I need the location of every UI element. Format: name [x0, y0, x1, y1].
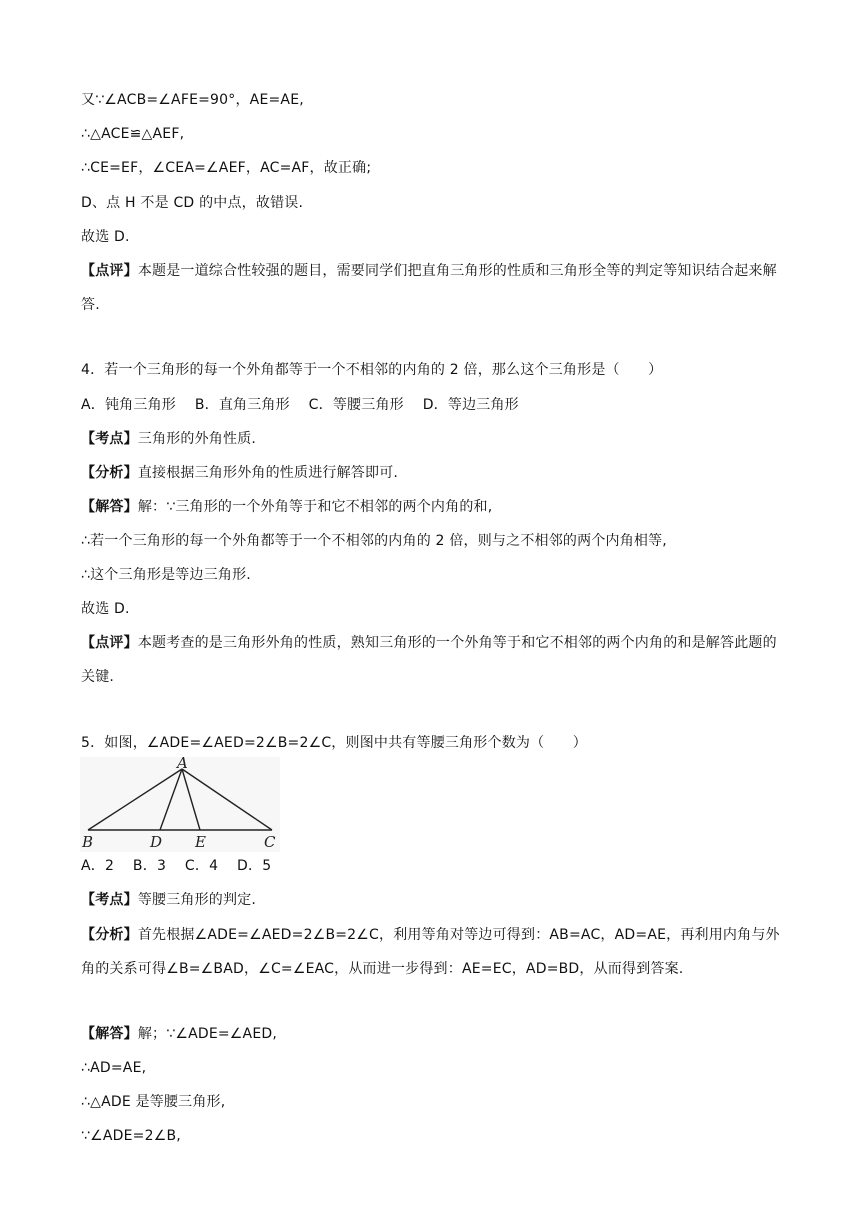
fenxi-text: 首先根据∠ADE=∠AED=2∠B=2∠C，利用等角对等边可得到：AB=AC，AD=AE，再利用内角与外角的关系可得∠B=∠BAD，∠C=∠EAC，从而进一步得到：AE=EC，AD=BD，从而得到答案. [81, 927, 780, 977]
kaodian-tag: 【考点】 [81, 431, 138, 447]
kaodian-line [81, 429, 256, 449]
kaodian-text: 三角形的外角性质. [137, 431, 257, 447]
text-line: ∴这个三角形是等边三角形. [81, 567, 251, 583]
comment-paragraph [81, 626, 781, 694]
question-5-options: A．2 B．3 C．4 D．5 [81, 858, 272, 874]
fenxi-text: 直接根据三角形外角的性质进行解答即可. [137, 465, 399, 481]
jieda-text: 解；∵∠ADE=∠AED, [137, 1026, 278, 1042]
fenxi-paragraph [81, 918, 781, 986]
text-line: D、点 H 不是 CD 的中点，故错误. [81, 195, 304, 211]
jieda-line [81, 1024, 277, 1044]
text-line: 故选 D. [81, 229, 130, 245]
label-a: A [177, 757, 188, 772]
label-c: C [264, 833, 276, 851]
question-4-options: A．钝角三角形 B．直角三角形 C．等腰三角形 D．等边三角形 [81, 397, 519, 413]
comment-tag: 【点评】 [81, 635, 138, 651]
label-d: D [150, 833, 163, 851]
jieda-tag: 【解答】 [81, 499, 138, 515]
label-e: E [195, 833, 206, 851]
text-line: ∴若一个三角形的每一个外角都等于一个不相邻的内角的 2 倍，则与之不相邻的两个内角相等, [81, 533, 667, 549]
triangle-figure [80, 757, 280, 852]
text-line: ∴△ACE≌△AEF, [81, 126, 185, 142]
text-line: ∴AD=AE, [81, 1060, 147, 1076]
comment-text: 本题考查的是三角形外角的性质，熟知三角形的一个外角等于和它不相邻的两个内角的和是解答此题的关键. [81, 635, 777, 685]
jieda-text: 解：∵三角形的一个外角等于和它不相邻的两个内角的和, [137, 499, 493, 515]
fenxi-line [81, 463, 398, 483]
label-b: B [82, 833, 94, 851]
text-line: 故选 D. [81, 601, 130, 617]
fenxi-tag: 【分析】 [81, 927, 138, 943]
kaodian-text: 等腰三角形的判定. [137, 892, 257, 908]
comment-text: 本题是一道综合性较强的题目，需要同学们把直角三角形的性质和三角形全等的判定等知识结合起来解答. [81, 263, 777, 313]
comment-paragraph [81, 254, 781, 322]
text-line: ∵∠ADE=2∠B, [81, 1128, 181, 1144]
jieda-tag: 【解答】 [81, 1026, 138, 1042]
question-4-stem: 4．若一个三角形的每一个外角都等于一个不相邻的内角的 2 倍，那么这个三角形是（ ） [81, 362, 663, 378]
text-line: ∴△ADE 是等腰三角形, [81, 1094, 226, 1110]
question-5-stem: 5．如图，∠ADE=∠AED=2∠B=2∠C，则图中共有等腰三角形个数为（ ） [81, 735, 587, 751]
kaodian-tag: 【考点】 [81, 892, 138, 908]
fenxi-tag: 【分析】 [81, 465, 138, 481]
text-line: 又∵∠ACB=∠AFE=90°，AE=AE, [81, 92, 304, 108]
jieda-line [81, 497, 492, 517]
text-line: ∴CE=EF，∠CEA=∠AEF，AC=AF，故正确; [81, 160, 372, 176]
kaodian-line [81, 890, 256, 910]
comment-tag: 【点评】 [81, 263, 138, 279]
